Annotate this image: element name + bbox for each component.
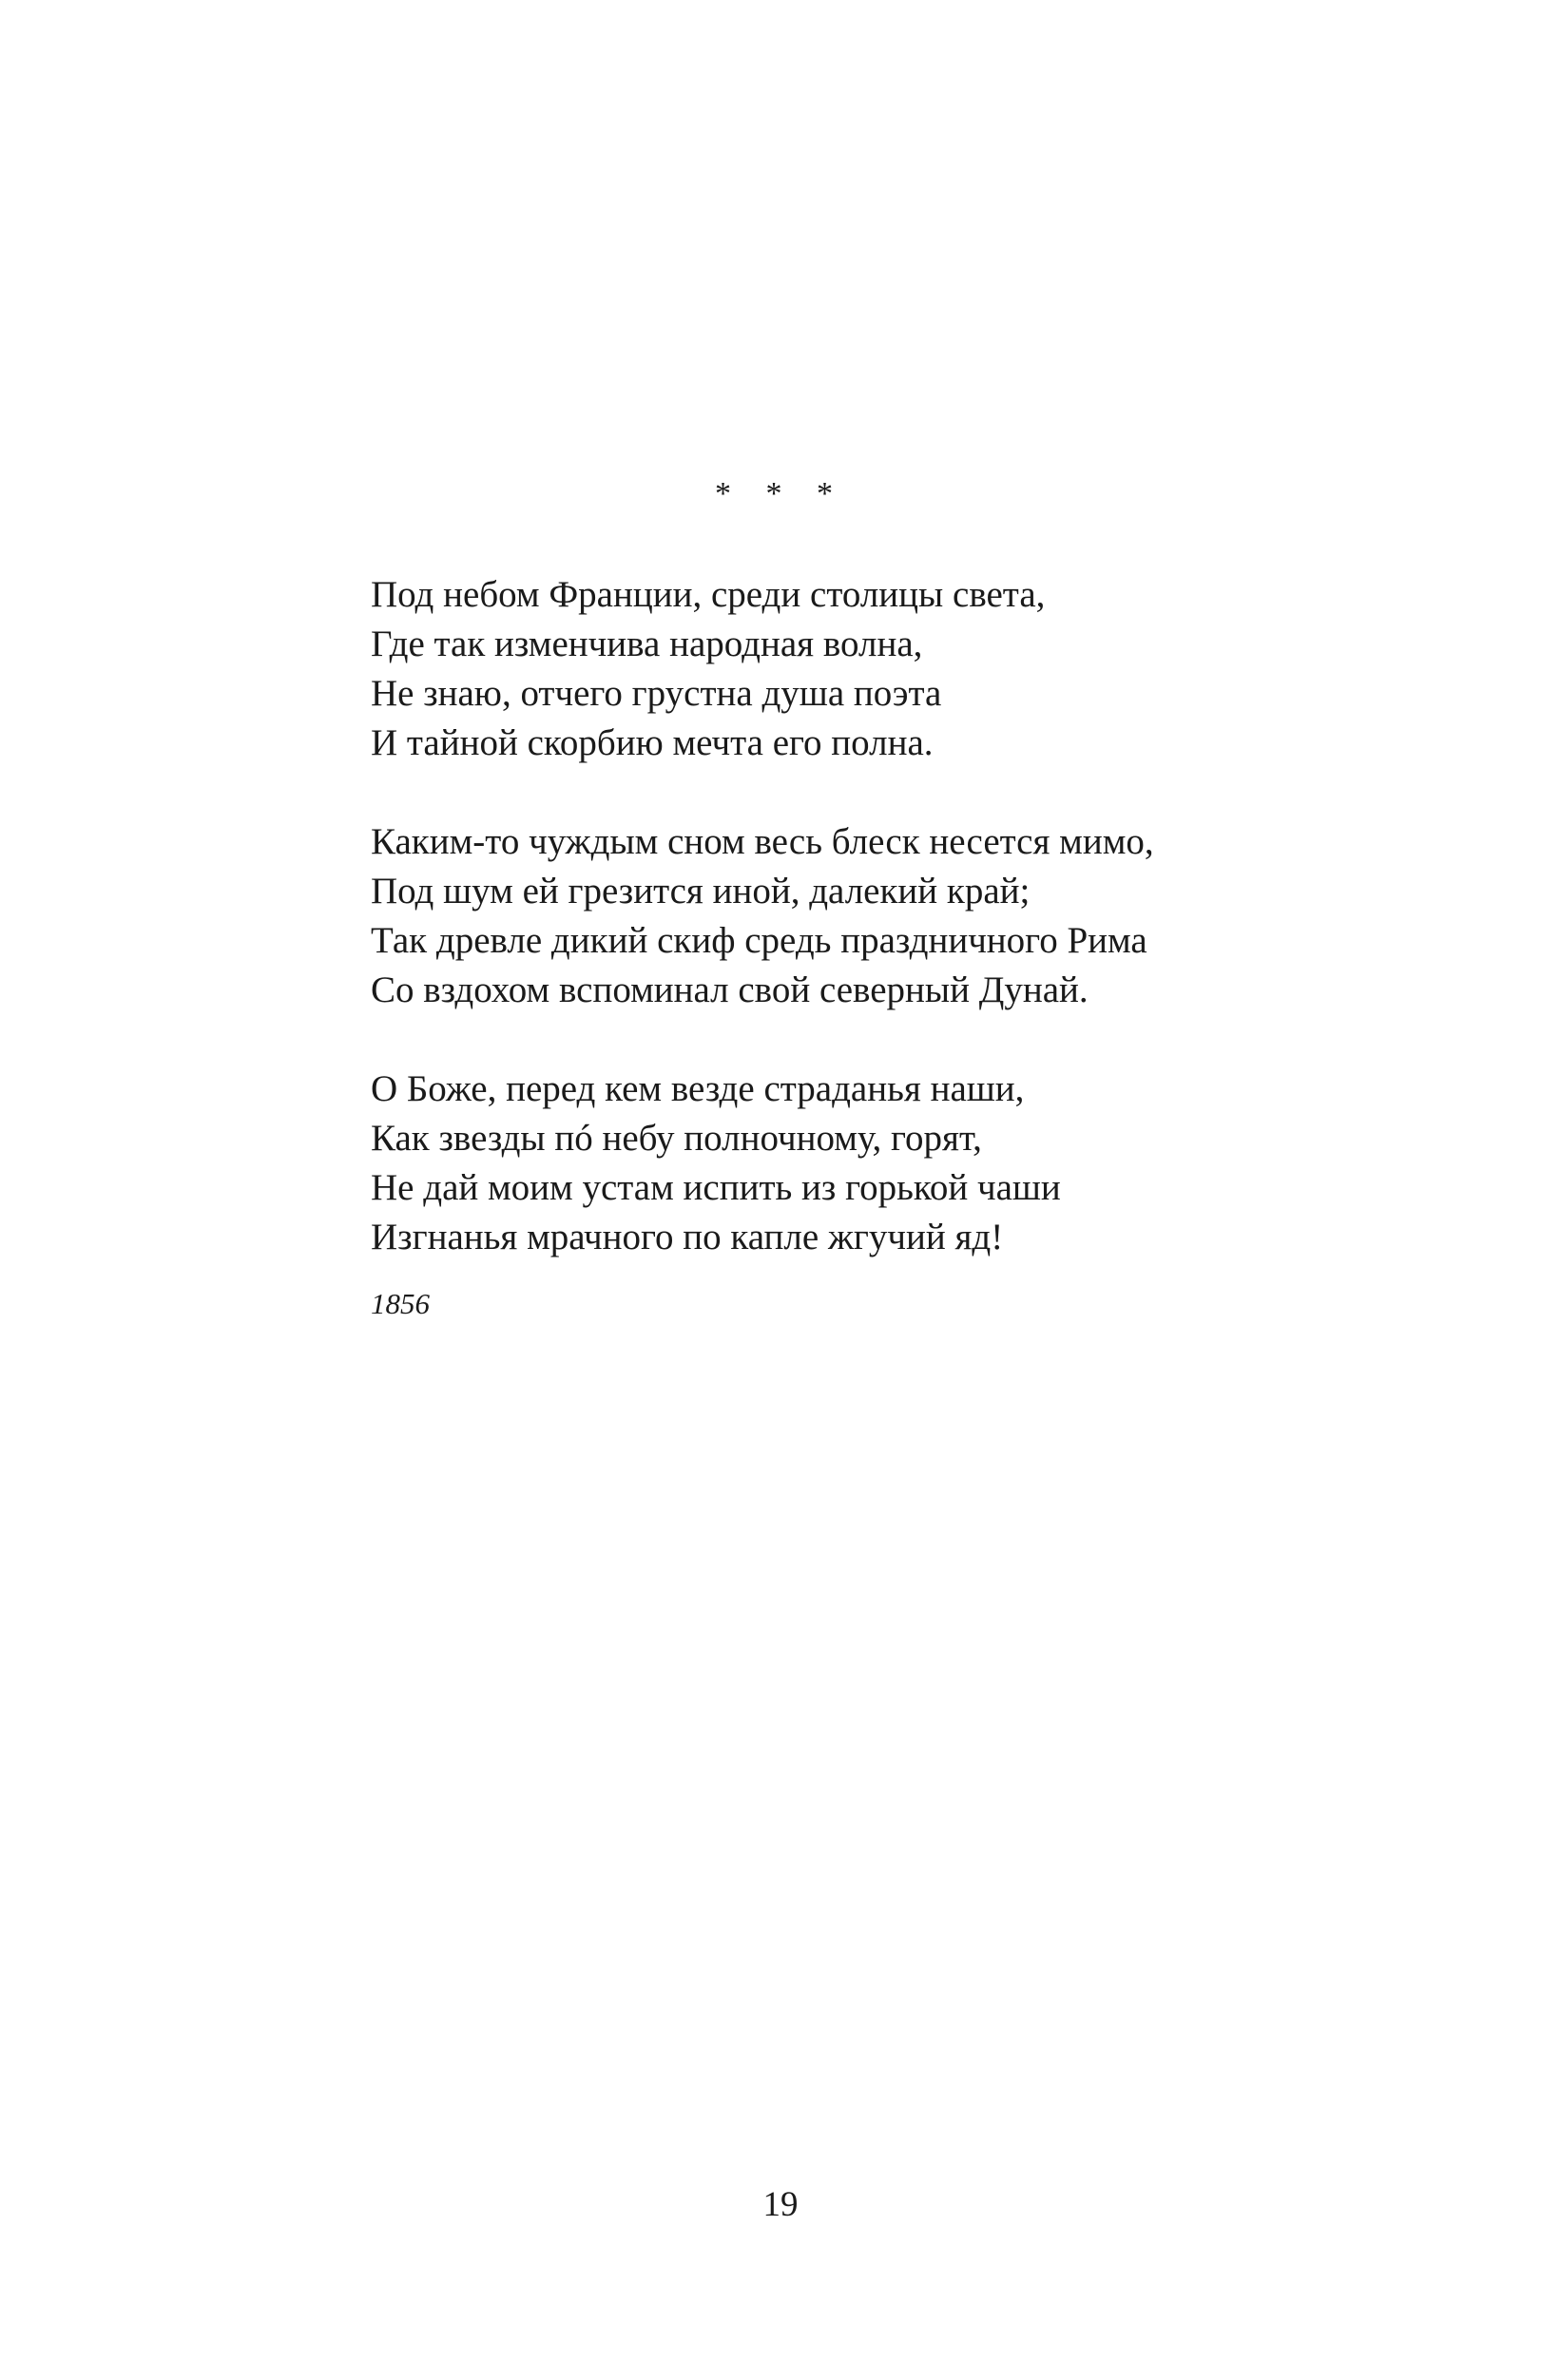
stanza-3 xyxy=(371,1065,1416,1262)
poem-separator: * * * xyxy=(715,476,846,511)
poem-line: Как звезды пó небу полночному, горят, xyxy=(371,1118,982,1159)
poem-line: О Боже, перед кем везде страданья наши, xyxy=(371,1068,1025,1109)
poem-line: Под небом Франции, среди столицы света, xyxy=(371,574,1046,615)
poem-body xyxy=(371,570,1416,1312)
poem-line: Изгнанья мрачного по капле жгучий яд! xyxy=(371,1217,1004,1257)
poem-line: Не дай моим устам испить из горькой чаши xyxy=(371,1167,1061,1208)
poem-line: Где так изменчива народная волна, xyxy=(371,624,923,664)
page-number: 19 xyxy=(762,2185,799,2224)
stanza-2 xyxy=(371,817,1416,1015)
poem-line: Каким-то чуждым сном весь блеск несется мимо, xyxy=(371,821,1154,862)
poem-line: Не знаю, отчего грустна душа поэта xyxy=(371,673,942,714)
stanza-1 xyxy=(371,570,1416,768)
poem-line: Под шум ей грезится иной, далекий край; xyxy=(371,871,1031,912)
poem-line: Со вздохом вспоминал свой северный Дунай. xyxy=(371,969,1089,1010)
poem-line: И тайной скорбию мечта его полна. xyxy=(371,722,934,763)
poem-date: 1856 xyxy=(371,1287,430,1320)
poem-line: Так древле дикий скиф средь праздничного Рима xyxy=(371,920,1147,961)
